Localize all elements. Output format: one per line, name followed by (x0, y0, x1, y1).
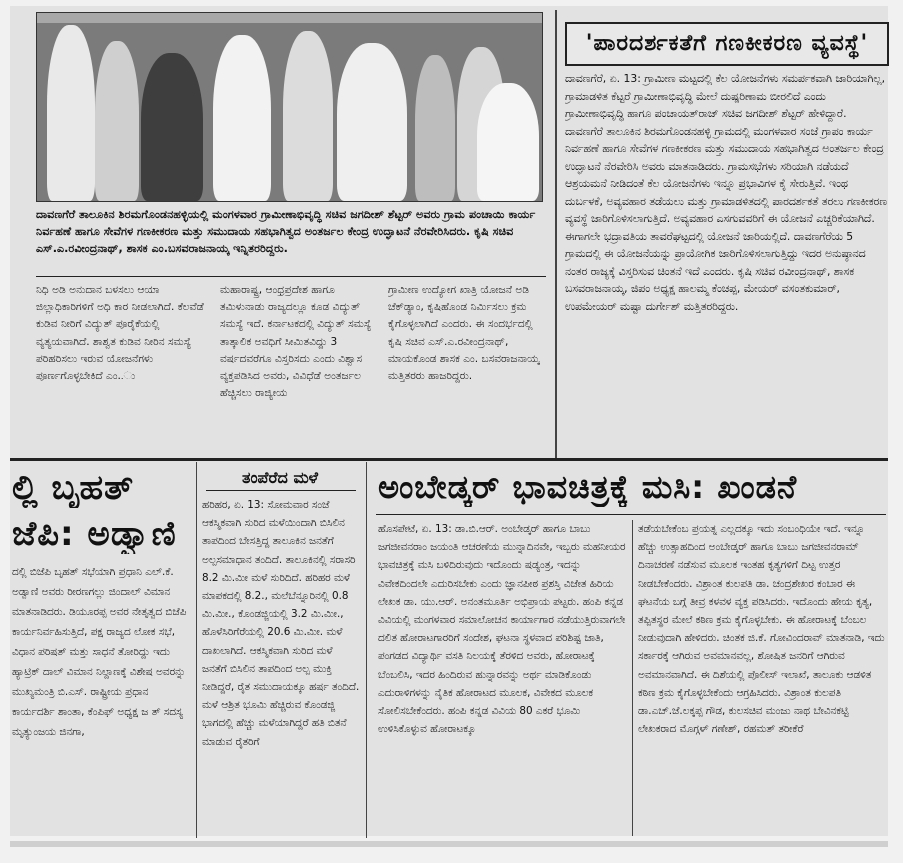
text-column (220, 282, 380, 442)
divider (206, 490, 356, 491)
photo-caption: ದಾವಣಗೆರೆ ತಾಲೂಕಿನ ಶಿರಮಗೊಂಡನಹಳ್ಳಿಯಲ್ಲಿ ಮಂಗಳವಾರ ಗ್ರಾಮೀಣಾಭಿವೃದ್ಧಿ ಸಚಿವ ಜಗದೀಶ್ ಶೆಟ್ಟರ್ ಅವರು ಗ್ರಾಮ ಪಂಚಾಯಿ ಕಾರ್ಯ ನಿರ್ವಹಣೆ ಹಾಗೂ ಸೇವೆಗಳ ಗಣಕೀಕರಣ ಮತ್ತು ಸಮುದಾಯ ಸಹಭಾಗಿತ್ವದ ಅಂತರ್ಜಲ ಕೇಂದ್ರ ಉದ್ಘಾಟನೆ ನೆರವೇರಿಸಿದರು. ಕೃಷಿ ಸಚಿವ ಎಸ್.ಎ.ರವೀಂದ್ರನಾಥ್, ಶಾಸಕ ಎಂ.ಬಸವರಾಜನಾಯ್ಕ ಇನ್ನಿತರರಿದ್ದರು. (36, 208, 536, 255)
text-column (36, 282, 211, 442)
text-column (12, 562, 187, 832)
story-headline: ತಂಪೆರೆದ ಮಳೆ (241, 468, 319, 487)
newspaper-page (10, 6, 888, 836)
text-column (202, 496, 360, 836)
person-figure (283, 31, 333, 201)
story-headline: ಅಂಬೇಡ್ಕರ್ ಭಾವಚಿತ್ರಕ್ಕೆ ಮಸಿ: ಖಂಡನೆ (378, 468, 798, 506)
person-figure (415, 55, 455, 201)
story-body: ದಲ್ಲಿ ಬಿಜೆಪಿ ಬೃಹತ್ ಸಭೆಯಾಗಿ ಪ್ರಧಾನಿ ಎಲ್.ಕೆ. ಅಡ್ವಾಣಿ ಅವರು ರೀರಣಗಲ್ಲು ಜಿಂದಾಲ್ ವಿಮಾನ ಮಾತನಾಡಿದರು. ಡಿಯೂರಪ್ಪ ಅವರ ನೇತೃತ್ವದ ಬಿಜೆಪಿ ಕಾರ್ಯನಿರ್ವಹಿಸುತ್ತಿದೆ, ಪಕ್ಷ ರಾಜ್ಯದ ಲೋಕ ಸಭೆ, ವಿಧಾನ ಪರಿಷತ್ ಮತ್ತು ಸಾಧನೆ ತೋರಿದ್ದು ಇದು ಹ್ಯಾಟ್ರಿಕ್ ದಾಲ್ ವಿಮಾನ ನಿಲ್ದಾಣಕ್ಕೆ ವಿಶೇಷ ಅವರನ್ನು ಮುಖ್ಯಮಂತ್ರಿ ಬಿ.ಎಸ್. ರಾಷ್ಟ್ರೀಯ ಪ್ರಧಾನ ಕಾರ್ಯದರ್ಶಿ ಶಾಂತಾ, ಕೆಂಪಿಫ್ ಅಧ್ಯಕ್ಷ ಜ ತ್ ಸದಸ್ಯ ಮೃತ್ಯುಂಜಯ ಜಿನಗಾ, (12, 566, 187, 738)
person-figure (337, 43, 407, 201)
text-column (565, 70, 887, 454)
page-bottom-edge (10, 841, 888, 847)
vertical-divider (632, 520, 633, 836)
divider (36, 276, 546, 277)
person-figure (47, 25, 95, 201)
news-photo (36, 12, 543, 202)
story-body: ಹರಿಹರ, ಏ. 13: ಸೋಮವಾರ ಸಂಜೆ ಆಕಸ್ಮಿಕವಾಗಿ ಸುರಿದ ಮಳೆಯಿಂದಾಗಿ ಬಿಸಿಲಿನ ತಾಪದಿಂದ ಬೇಸತ್ತಿದ್ದ ತಾಲೂಕಿನ ಜನತೆಗೆ ಅಲ್ಪಸಮಾಧಾನ ತಂದಿದೆ. ತಾಲೂಕಿನಲ್ಲಿ ಸರಾಸರಿ 8.2 ಮಿ.ಮೀ ಮಳೆ ಸುರಿದಿದೆ. ಹರಿಹರ ಮಳೆ ಮಾಪಕದಲ್ಲಿ 8.2., ಮಲೆಬೆನ್ನೂರಿನಲ್ಲಿ 0.8 ಮಿ.ಮೀ., ಕೊಂಡಜ್ಜಿಯಲ್ಲಿ 3.2 ಮಿ.ಮೀ., ಹೊಳೆಸಿರಿಗೆರೆಯಲ್ಲಿ 20.6 ಮಿ.ಮೀ. ಮಳೆ ದಾಖಲಾಗಿದೆ. ಆಕಸ್ಮಿಕವಾಗಿ ಸುರಿದ ಮಳೆ ಜನತೆಗೆ ಬಿಸಿಲಿನ ತಾಪದಿಂದ ಅಲ್ಪ ಮುಕ್ತಿ ನೀಡಿದ್ದರೆ, ರೈತ ಸಮುದಾಯಕ್ಕೂ ಹರ್ಷ ತಂದಿದೆ. ಮಳೆ ಆಶ್ರಿತ ಭೂಮಿ ಹೆಚ್ಚಿರುವ ಕೊಂಡಜ್ಜಿ ಭಾಗದಲ್ಲಿ ಹೆಚ್ಚು ಮಳೆಯಾಗಿದ್ದರೆ ಹತಿ ಬಿತನೆ ಮಾಡುವ ರೈತರಿಗೆ (202, 499, 360, 748)
person-figure (213, 35, 271, 201)
story-headline: ಜೆಪಿ: ಅಡ್ವಾಣಿ (12, 514, 177, 554)
story-headline: ಲ್ಲಿ ಬೃಹತ್ (12, 468, 135, 508)
person-figure (95, 41, 139, 201)
story-body: ದಾವಣಗೆರೆ, ಏ. 13: ಗ್ರಾಮೀಣ ಮಟ್ಟದಲ್ಲಿ ಕೆಲ ಯೋಜನೆಗಳು ಸಮರ್ಪಕವಾಗಿ ಜಾರಿಯಾಗಿಲ್ಲ, ಗ್ರಾಮಾಡಳಿತ ಕೆಟ್ಟರೆ ಗ್ರಾಮೀಣಾಭಿವೃದ್ಧಿ ಮೇಲೆ ದುಷ್ಪರಿಣಾಮ ಬೀರಲಿದೆ ಎಂದು ಗ್ರಾಮೀಣಾಭಿವೃದ್ಧಿ ಹಾಗೂ ಪಂಚಾಯತ್‌ರಾಜ್ ಸಚಿವ ಜಗದೀಶ್ ಶೆಟ್ಟರ್ ಹೇಳಿದ್ದಾರೆ. ದಾವಣಗೆರೆ ತಾಲೂಕಿನ ಶಿರಮಗೊಂಡನಹಳ್ಳಿ ಗ್ರಾಮದಲ್ಲಿ ಮಂಗಳವಾರ ಸಂಜೆ ಗ್ರಾಪಂ ಕಾರ್ಯ ನಿರ್ವಹಣೆ ಹಾಗೂ ಸೇವೆಗಳ ಗಣಕೀಕರಣ ಮತ್ತು ಸಮುದಾಯ ಸಹಭಾಗಿತ್ವದ ಅಂತರ್ಜಲ ಕೇಂದ್ರ ಉದ್ಘಾಟನೆ ನೆರವೇರಿಸಿ ಅವರು ಮಾತನಾಡಿದರು. ಗ್ರಾಮಸಭೆಗಳು ಸರಿಯಾಗಿ ನಡೆಯದೆ ಆಶ್ರಯಮನೆ ನೀಡಿದಂತೆ ಕೆಲ ಯೋಜನೆಗಳು ಇನ್ನೂ ಪ್ರಭಾವಿಗಳ ಕೈ ಸೇರುತ್ತಿವೆ. ಇಂಥ ದುರ್ಬಳಕೆ, ಅವ್ಯವಹಾರ ತಡೆಯಲು ಮತ್ತು ಗ್ರಾಮಾಡಳಿತದಲ್ಲಿ ಪಾರದರ್ಶಕತೆ ತರಲು ಗಣಕೀಕರಣ ವ್ಯವಸ್ಥೆ ಜಾರಿಗೊಳಿಸಲಾಗುತ್ತಿದೆ. ಅವ್ಯವಹಾರ ಎಸಗುವವರಿಗೆ ಈ ಯೋಜನೆ ಎಚ್ಚರಿಕೆಯಾಗಿದೆ. ಈಗಾಗಲೇ ಭದ್ರಾವತಿಯ ತಾವರೆಘಟ್ಟದಲ್ಲಿ ಯೋಜನೆ ಜಾರಿಯಲ್ಲಿದೆ. ದಾವಣಗೆರೆಯ 5 ಗ್ರಾಮದಲ್ಲಿ ಈ ಯೋಜನೆಯನ್ನು ಪ್ರಾಯೋಗಿಕ ಜಾರಿಗೊಳಿಸಲಾಗುತ್ತಿದ್ದು ಇದರ ಅನುಷ್ಠಾನದ ನಂತರ ರಾಜ್ಯಕ್ಕೆ ವಿಸ್ತರಿಸುವ ಚಿಂತನೆ ಇದೆ ಎಂದರು. ಕೃಷಿ ಸಚಿವ ರವೀಂದ್ರನಾಥ್, ಶಾಸಕ ಬಸವರಾಜನಾಯ್ಕ, ಜಿಪಂ ಅಧ್ಯಕ್ಷ ಹಾಲಮ್ಮ ಕೆಂಚಪ್ಪ, ಮೇಯರ್ ವಸಂತಕುಮಾರ್, ಉಪಮೇಯರ್ ಮಷ್ಟಾ ದುರ್ಗೇಶ್ ಮತ್ತಿತರರಿದ್ದರು. (565, 72, 887, 313)
text-column (638, 520, 886, 836)
person-figure (141, 53, 203, 201)
vertical-divider (366, 462, 367, 838)
story-body: ತಡೆಯಬೇಕೆಂಬ ಪ್ರಯತ್ನ ಎಲ್ಲದಕ್ಕೂ ಇದು ಸಂಬಂಧಿಯೇ ಇದೆ. ಇನ್ನೂ ಹೆಚ್ಚು ಉತ್ಸಾಹದಿಂದ ಅಂಬೇಡ್ಕರ್ ಹಾಗೂ ಬಾಬು ಜಗಜೀವನರಾಮ್ ದಿನಾಚರಣೆ ನಡೆಸುವ ಮೂಲಕ ಇಂತಹ ಕೃತ್ಯಗಳಿಗೆ ದಿಟ್ಟ ಉತ್ತರ ನೀಡಬೇಕೆಂದರು. ವಿಶ್ರಾಂತ ಕುಲಪತಿ ಡಾ. ಚಂದ್ರಶೇಖರ ಕಂಬಾರ ಈ ಘಟನೆಯ ಬಗ್ಗೆ ತೀವ್ರ ಕಳವಳ ವ್ಯಕ್ತ ಪಡಿಸಿದರು. ಇದೊಂದು ಹೇಯ ಕೃತ್ಯ, ತಪ್ಪಿತಸ್ಥರ ಮೇಲೆ ಕಠಿಣ ಕ್ರಮ ಕೈಗೊಳ್ಳಬೇಕು. ಈ ಹೋರಾಟಕ್ಕೆ ಬೆಂಬಲ ನೀಡುವುದಾಗಿ ಹೇಳಿದರು. ಚಿಂತಕ ಜಿ.ಕೆ. ಗೋವಿಂದರಾವ್ ಮಾತನಾಡಿ, ಇದು ಸರ್ಕಾರಕ್ಕೆ ಆಗಿರುವ ಅವಮಾನವಲ್ಲ, ಶೋಷಿತ ಜನರಿಗೆ ಆಗಿರುವ ಅವಮಾನವಾಗಿದೆ. ಈ ದಿಶೆಯಲ್ಲಿ ಪೊಲೀಸ್ ಇಲಾಖೆ, ತಾಲೂಕು ಆಡಳಿತ ಕಠಿಣ ಕ್ರಮ ಕೈಗೊಳ್ಳಬೇಕೆಂದು ಆಗ್ರಹಿಸಿದರು. ವಿಶ್ರಾಂತ ಕುಲಪತಿ ಡಾ.ಎಚ್.ಜೆ.ಲಕ್ಕಪ್ಪ ಗೌಡ, ಕುಲಸಚಿವ ಮಂಜು ನಾಥ ಬೇವಿನಕಟ್ಟಿ ಲೇಖಕರಾದ ಮೊಗ್ಗಳ್ ಗಣೇಶ್, ರಹಮತ್ ತರೀಕೆರೆ (638, 523, 885, 736)
story-body: ಹೊಸಪೇಟೆ, ಏ. 13: ಡಾ.ಬಿ.ಆರ್. ಅಂಬೇಡ್ಕರ್ ಹಾಗೂ ಬಾಬು ಜಗಜೀವನರಾಂ ಜಯಂತಿ ಆಚರಣೆಯ ಮುನ್ನಾದಿನವೇ, ಇಬ್ಬರು ಮಹನೀಯರ ಭಾವಚಿತ್ರಕ್ಕೆ ಮಸಿ ಬಳಿದಿರುವುದು ಇದೊಂದು ಷಡ್ಯಂತ್ರ, ಇದನ್ನು ವಿವೇಕದಿಂದಲೇ ಎದುರಿಸಬೇಕು ಎಂದು ಜ್ಞಾನಪೀಠ ಪ್ರಶಸ್ತಿ ವಿಜೇತ ಹಿರಿಯ ಲೇಖಕ ಡಾ. ಯು.ಆರ್. ಅನಂತಮೂರ್ತಿ ಅಭಿಪ್ರಾಯ ಪಟ್ಟರು. ಹಂಪಿ ಕನ್ನಡ ವಿವಿಯಲ್ಲಿ ಮಂಗಳವಾರ ಸಮಾಲೋಚನ ಕಾರ್ಯಾಗಾರ ನಡೆಯುತ್ತಿರುವಾಗಲೇ ದಲಿತ ಹೋರಾಟಗಾರರಿಗೆ ಸಂದೇಶ, ಘಟನಾ ಸ್ಥಳವಾದ ಪರಿಶಿಷ್ಟ ಜಾತಿ, ಪಂಗಡದ ವಿದ್ಯಾರ್ಥಿ ವಸತಿ ನಿಲಯಕ್ಕೆ ತೆರಳಿದ ಅವರು, ಹೋರಾಟಕ್ಕೆ ಬೆಂಬಲಿಸಿ, ಇದರ ಹಿಂದಿರುವ ಹುನ್ನಾರವನ್ನು ಅರ್ಥ ಮಾಡಿಕೊಂಡು ಎದುರಾಳಿಗಳನ್ನು ನೈತಿಕ ಹೋರಾಟದ ಮೂಲಕ, ವಿವೇಕದ ಮೂಲಕ ಸೋಲಿಸಬೇಕೆಂದರು. ಹಂಪಿ ಕನ್ನಡ ವಿವಿಯ 80 ಎಕರೆ ಭೂಮಿ ಉಳಿಸಿಕೊಳ್ಳುವ ಹೋರಾಟಕ್ಕೂ (378, 523, 626, 736)
photo-top-shade (37, 13, 542, 23)
divider (376, 514, 886, 515)
text-column (388, 282, 548, 442)
text-column (378, 520, 626, 836)
column-text: ನಿಧಿ ಅಡಿ ಅನುದಾನ ಬಳಸಲು ಆಯಾ ಜಿಲ್ಲಾಧಿಕಾರಿಗಳಿಗೆ ಅಧಿ ಕಾರ ನೀಡಲಾಗಿದೆ. ಕೆಲವೆಡೆ ಕುಡಿವ ನೀರಿಗೆ ವಿದ್ಯುತ್ ಪೂರೈಕೆಯಲ್ಲಿ ವ್ಯತ್ಯಯವಾಗಿದೆ. ಶಾಶ್ವತ ಕುಡಿವ ನೀರಿನ ಸಮಸ್ಯೆ ಪರಿಹರಿಸಲು ಇರುವ ಯೋಜನೆಗಳು ಪೂರ್ಣಗೊಳ್ಳಬೇಕಿದೆ ಎಂ..ು (36, 284, 204, 383)
column-text: ಮಹಾರಾಷ್ಟ್ರ, ಆಂಧ್ರಪ್ರದೇಶ ಹಾಗೂ ತಮಿಳುನಾಡು ರಾಜ್ಯದಲ್ಲೂ ಕೂಡ ವಿದ್ಯುತ್ ಸಮಸ್ಯೆ ಇದೆ. ಕರ್ನಾಟಕದಲ್ಲಿ ವಿದ್ಯುತ್ ಸಮಸ್ಯೆ ತಾತ್ಕಾಲಿಕ ಅವಧಿಗೆ ಸೀಮಿತವಿದ್ದು 3 ವರ್ಷದವರೆಗೂ ವಿಸ್ತರಿಸದು ಎಂದು ವಿಶ್ವಾಸ ವ್ಯಕ್ತಪಡಿಸಿದ ಅವರು, ವಿವಿಧೆಡೆ ಅಂತರ್ಜಲ ಹೆಚ್ಚಿಸಲು ರಾಜ್ಯೀಯ (220, 284, 372, 400)
section-divider (10, 458, 888, 461)
person-figure (477, 83, 539, 201)
vertical-divider (196, 462, 197, 838)
vertical-divider (555, 10, 557, 460)
story-headline: 'ಪಾರದರ್ಶಕತೆಗೆ ಗಣಕೀಕರಣ ವ್ಯವಸ್ಥೆ' (565, 22, 889, 66)
column-text: ಗ್ರಾಮೀಣ ಉದ್ಯೋಗ ಖಾತ್ರಿ ಯೋಜನೆ ಅಡಿ ಚೆಕ್‌ಡ್ಯಾಂ, ಕೃಷಿಹೊಂಡ ನಿರ್ಮಿಸಲು ಕ್ರಮ ಕೈಗೊಳ್ಳಲಾಗಿದೆ ಎಂದರು. ಈ ಸಂದರ್ಭದಲ್ಲಿ ಕೃಷಿ ಸಚಿವ ಎಸ್.ಎ.ರವೀಂದ್ರನಾಥ್, ಮಾಯಕೊಂಡ ಶಾಸಕ ಎಂ. ಬಸವರಾಜನಾಯ್ಕ ಮತ್ತಿತರರು ಹಾಜರಿದ್ದರು. (388, 284, 540, 383)
